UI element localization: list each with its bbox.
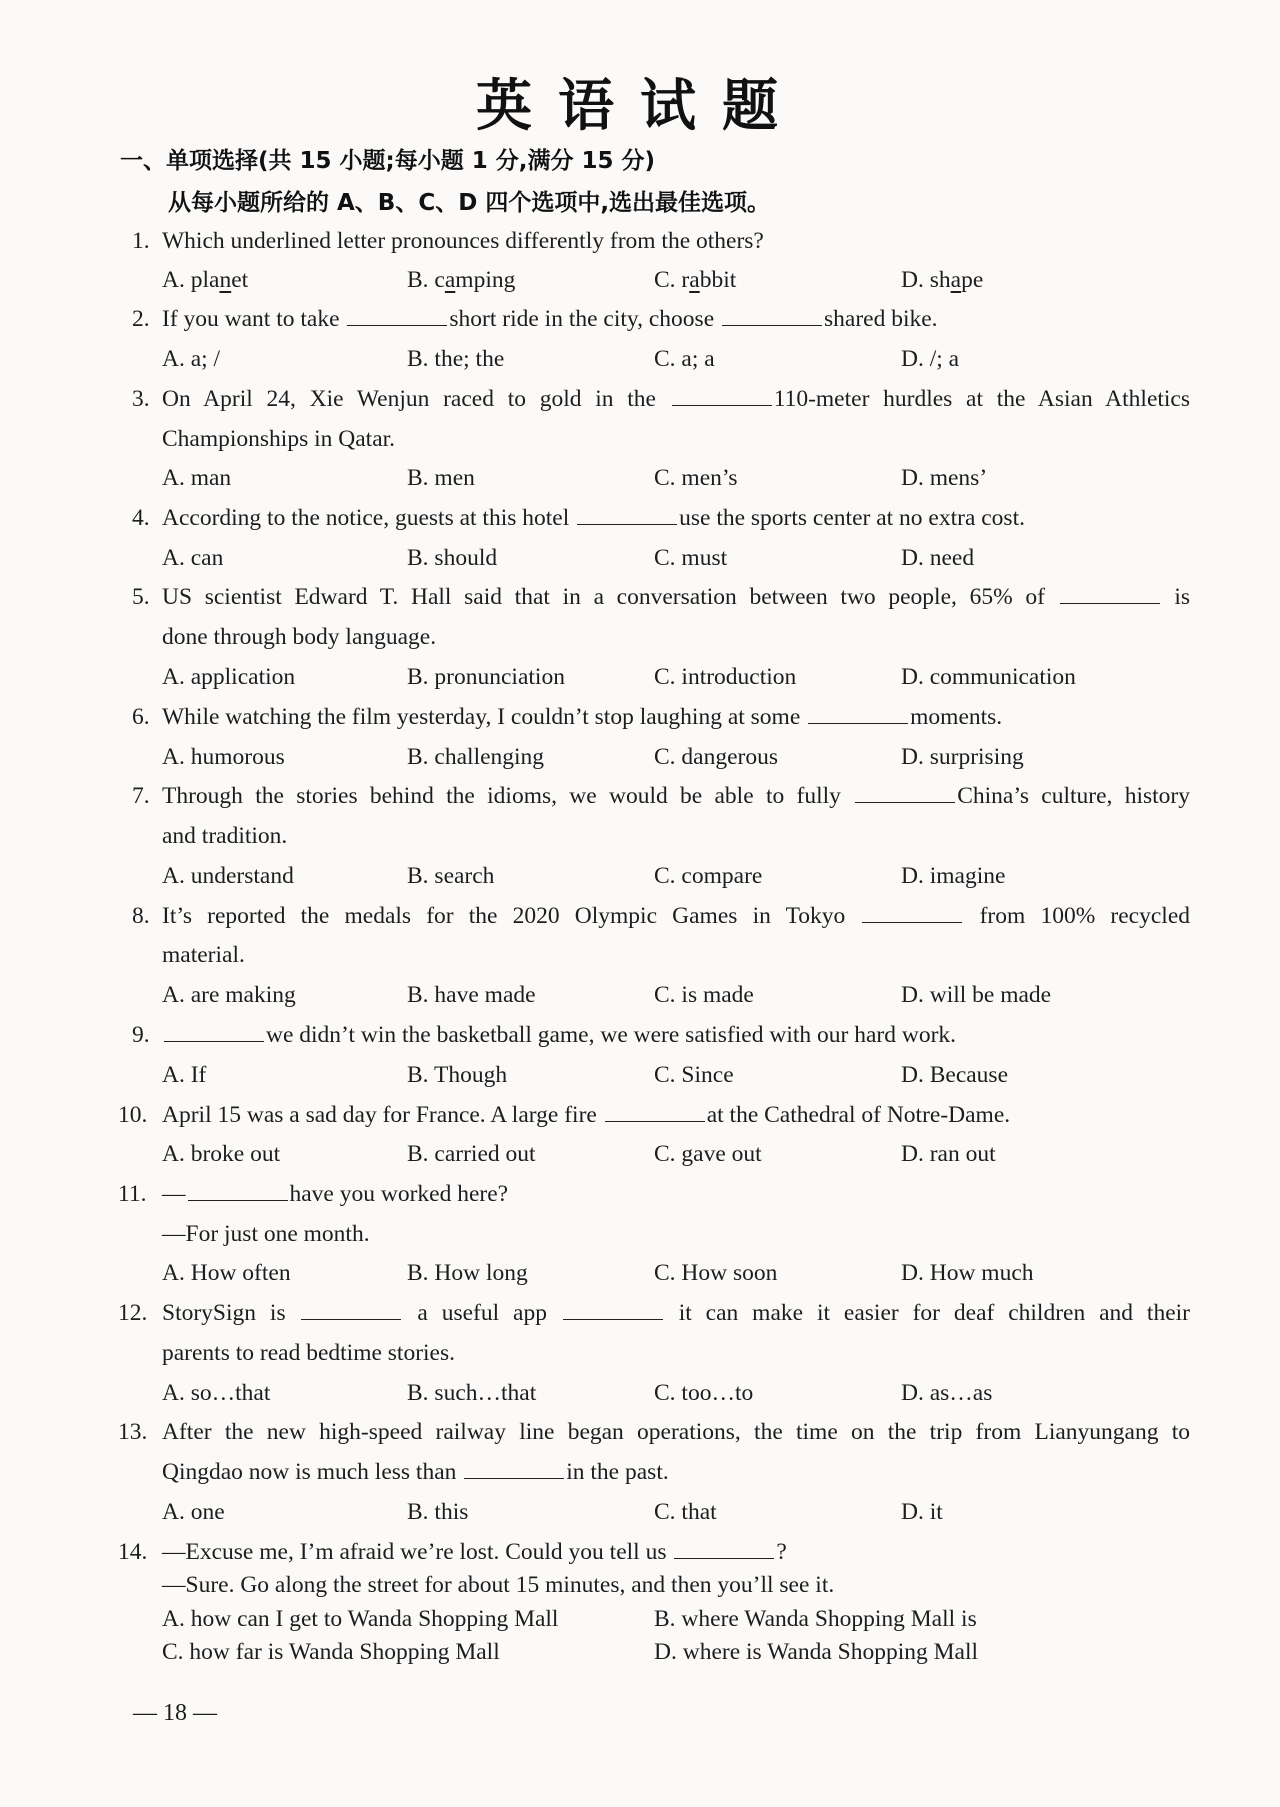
stem-part: It’s reported the medals for the 2020 Olympic Games in Tokyo [162,903,846,929]
option-b: B. pronunciation [407,664,565,690]
answer-blank [808,701,908,724]
option-a: A. how can I get to Wanda Shopping Mall [162,1606,559,1632]
option-b: B. challenging [407,744,545,770]
stem-part: short ride in the city, choose [449,306,715,332]
answer-blank [674,1536,774,1559]
option-a: A. a; / [162,346,221,372]
stem-part: Through the stories behind the idioms, we would be able to fully [162,783,841,809]
answer-blank [563,1297,663,1320]
answer-blank [1060,581,1160,604]
stem-part: China’s culture, history [957,783,1190,809]
option-b: B. such…that [407,1380,537,1406]
question-stem [162,1098,1010,1132]
answer-blank [855,780,955,803]
option-d: D. need [901,545,975,571]
page-title: 英语试题 [476,74,804,139]
stem-part: According to the notice, guests at this hotel [162,505,570,531]
question-stem [162,899,1190,933]
answer-blank [301,1297,401,1320]
option-c: C. rabbit [654,267,737,293]
question-stem [162,1177,508,1211]
option-b: B. carried out [407,1141,536,1167]
option-d: D. where is Wanda Shopping Mall [654,1639,979,1665]
option-b: B. How long [407,1260,528,1286]
section-instruction: 从每小题所给的 A、B、C、D 四个选项中,选出最佳选项。 [168,190,771,216]
option-b: B. camping [407,267,516,293]
question-stem-continued: —Sure. Go along the street for about 15 minutes, and then you’ll see it. [162,1572,835,1598]
option-a: A. can [162,545,224,571]
stem-part: a useful app [417,1300,547,1326]
answer-blank [605,1099,705,1122]
question-stem [162,382,1190,416]
question-stem [162,1296,1190,1330]
option-a: A. one [162,1499,225,1525]
question-stem [162,700,1002,734]
stem-part: 110-meter hurdles at the Asian Athletics [773,386,1191,412]
question-stem: After the new high-speed railway line began operations, the time on the trip from Lianyungang to [162,1419,1190,1445]
option-a: A. If [162,1062,207,1088]
question-number: 3. [132,386,150,412]
option-a: A. application [162,664,296,690]
option-a: A. humorous [162,744,285,770]
stem-part: we didn’t win the basketball game, we were satisfied with our hard work. [266,1022,957,1048]
option-c: C. compare [654,863,763,889]
question-stem [162,1535,787,1569]
option-c: C. that [654,1499,717,1525]
question-stem-continued: —For just one month. [162,1221,370,1247]
option-c: C. must [654,545,728,571]
option-c: C. a; a [654,346,715,372]
question-number: 9. [132,1022,150,1048]
question-stem-continued: Championships in Qatar. [162,426,396,452]
option-c: C. gave out [654,1141,762,1167]
answer-blank [188,1178,288,1201]
stem-part: from 100% recycled [979,903,1190,929]
option-c: C. Since [654,1062,734,1088]
question-stem [162,501,1025,535]
option-b: B. the; the [407,346,505,372]
stem-part: Qingdao now is much less than [162,1459,457,1485]
stem-part: US scientist Edward T. Hall said that in a conversation between two people, 65% of [162,584,1045,610]
question-stem-continued [162,1455,669,1489]
question-stem-continued: material. [162,942,245,968]
stem-part: have you worked here? [289,1181,509,1207]
answer-blank [464,1456,564,1479]
option-d: D. /; a [901,346,960,372]
stem-part: use the sports center at no extra cost. [679,505,1025,531]
question-number: 7. [132,783,150,809]
section-heading: 一、单项选择(共 15 小题;每小题 1 分,满分 15 分) [120,148,656,174]
stem-part: StorySign is [162,1300,286,1326]
stem-part: April 15 was a sad day for France. A large fire [162,1102,597,1128]
option-d: D. communication [901,664,1076,690]
question-number: 8. [132,903,150,929]
stem-part: ? [776,1539,787,1565]
option-b: B. where Wanda Shopping Mall is [654,1606,977,1632]
page-number: — 18 — [133,1700,217,1726]
option-c: C. introduction [654,664,797,690]
option-b: B. this [407,1499,469,1525]
stem-part: On April 24, Xie Wenjun raced to gold in the [162,386,656,412]
option-b: B. search [407,863,495,889]
question-number: 5. [132,584,150,610]
option-d: D. it [901,1499,943,1525]
option-a: A. are making [162,982,296,1008]
option-d: D. mens’ [901,465,988,491]
question-stem [162,302,938,336]
option-d: D. ran out [901,1141,996,1167]
answer-blank [672,383,772,406]
stem-part: If you want to take [162,306,340,332]
option-d: D. How much [901,1260,1034,1286]
answer-blank [347,303,447,326]
question-number: 6. [132,704,150,730]
stem-part: While watching the film yesterday, I couldn’t stop laughing at some [162,704,801,730]
option-a: A. planet [162,267,249,293]
question-stem [162,580,1190,614]
question-stem [162,1018,956,1052]
question-stem [162,779,1190,813]
option-c: C. dangerous [654,744,779,770]
stem-part: in the past. [566,1459,669,1485]
stem-part: it can make it easier for deaf children and their [678,1300,1190,1326]
question-stem: Which underlined letter pronounces differently from the others? [162,228,764,254]
question-number: 4. [132,505,150,531]
option-c: C. How soon [654,1260,778,1286]
option-d: D. surprising [901,744,1024,770]
option-b: B. men [407,465,475,491]
option-b: B. Though [407,1062,508,1088]
option-d: D. will be made [901,982,1052,1008]
option-a: A. broke out [162,1141,281,1167]
answer-blank [164,1019,264,1042]
stem-part: is [1174,584,1191,610]
question-number: 13. [118,1419,148,1445]
stem-part: —Excuse me, I’m afraid we’re lost. Could you tell us [162,1539,667,1565]
question-stem-continued: done through body language. [162,624,437,650]
question-number: 12. [118,1300,148,1326]
option-d: D. imagine [901,863,1006,889]
question-number: 2. [132,306,150,332]
answer-blank [722,303,822,326]
option-d: D. Because [901,1062,1009,1088]
stem-part: at the Cathedral of Notre-Dame. [706,1102,1011,1128]
option-a: A. How often [162,1260,291,1286]
answer-blank [577,502,677,525]
option-b: B. should [407,545,498,571]
question-stem-continued: and tradition. [162,823,288,849]
stem-part: moments. [910,704,1003,730]
question-number: 11. [118,1181,147,1207]
option-c: C. too…to [654,1380,754,1406]
option-a: A. so…that [162,1380,271,1406]
question-number: 10. [118,1102,148,1128]
option-c: C. men’s [654,465,738,491]
stem-part: — [162,1181,186,1207]
option-c: C. how far is Wanda Shopping Mall [162,1639,500,1665]
question-number: 1. [132,228,150,254]
option-b: B. have made [407,982,536,1008]
answer-blank [862,900,962,923]
option-c: C. is made [654,982,754,1008]
option-a: A. man [162,465,232,491]
option-d: D. shape [901,267,984,293]
question-number: 14. [118,1539,148,1565]
option-a: A. understand [162,863,294,889]
stem-part: shared bike. [824,306,938,332]
option-d: D. as…as [901,1380,993,1406]
question-stem-continued: parents to read bedtime stories. [162,1340,456,1366]
